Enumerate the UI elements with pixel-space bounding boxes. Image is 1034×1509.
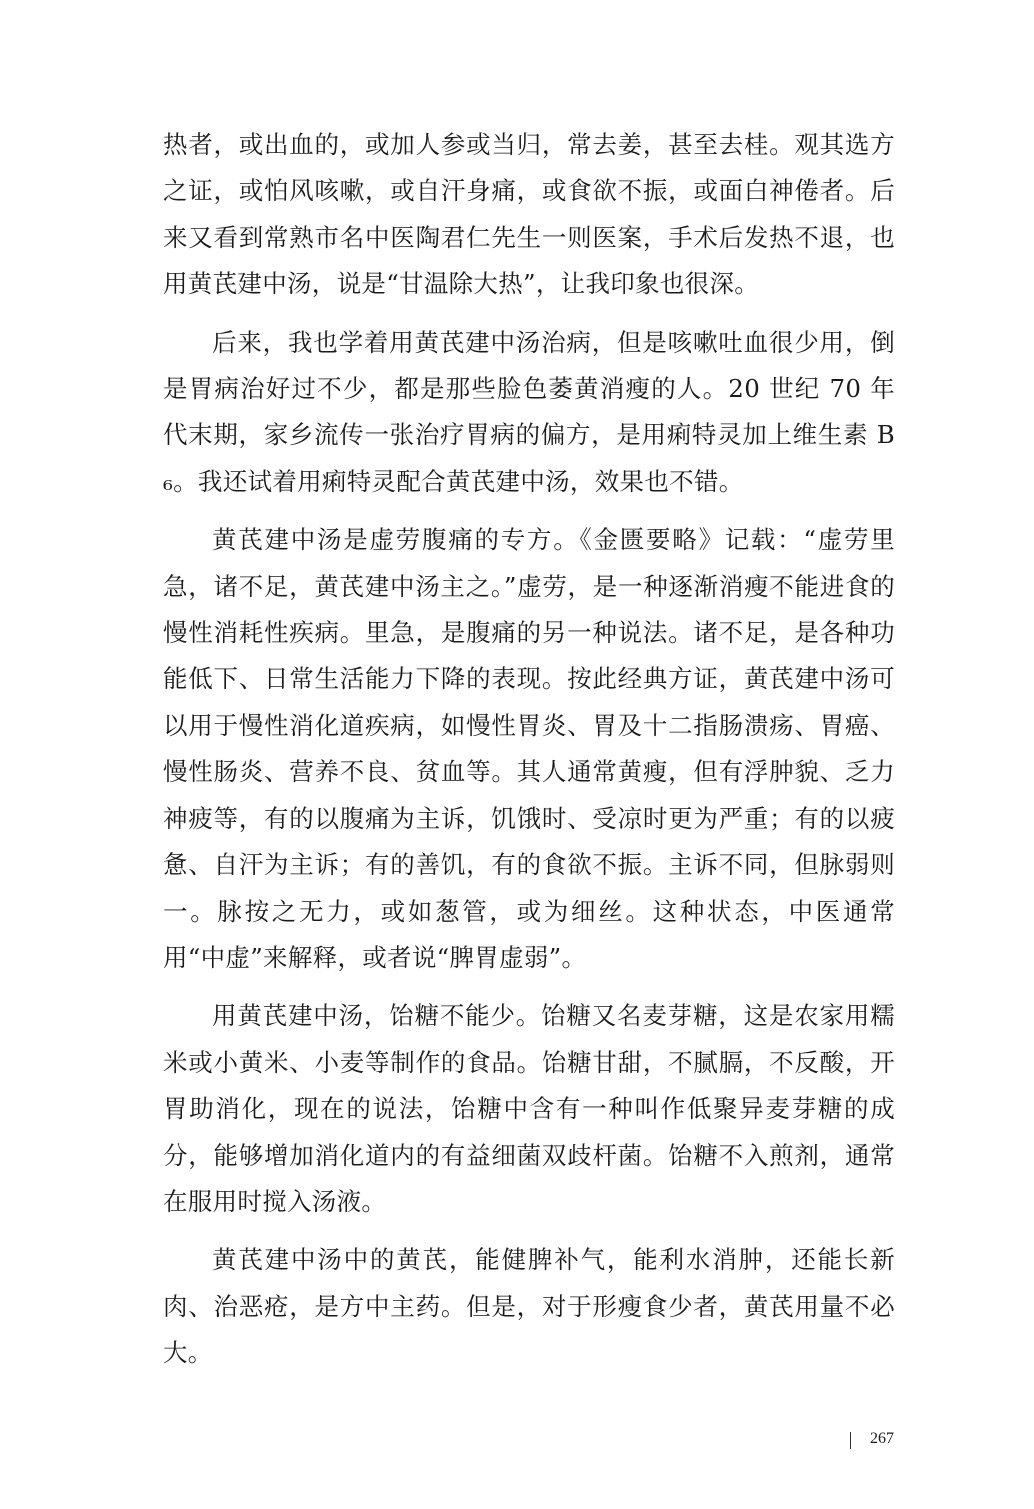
paragraph-gap — [163, 308, 895, 320]
paragraph-3: 黄芪建中汤是虚劳腹痛的专方。《金匮要略》记载：“虚劳里急，诸不足，黄芪建中汤主之。”虚劳，是一种逐渐消瘦不能进食的慢性消耗性疾病。里急，是腹痛的另一种说法。诸不足，是各种功能低下、日常生活能力下降的表现。按此经典方证，黄芪建中汤可以用于慢性消化道疾病，如慢性胃炎、胃及十二指肠溃疡、胃癌、慢性肠炎、营养不良、贫血等。其人通常黄瘦，但有浮肿貌、乏力神疲等，有的以腹痛为主诉，饥饿时、受凉时更为严重；有的以疲惫、自汗为主诉；有的善饥，有的食欲不振。主诉不同，但脉弱则一。脉按之无力，或如葱管，或为细丝。这种状态，中医通常用“中虚”来解释，或者说“脾胃虚弱”。 — [163, 525, 895, 972]
page-number: 267 — [870, 1430, 894, 1447]
paragraph-gap — [163, 981, 895, 993]
paragraph-gap — [163, 1225, 895, 1237]
paragraph-gap — [163, 505, 895, 517]
footer-divider — [850, 1432, 851, 1449]
paragraph-2: 后来，我也学着用黄芪建中汤治病，但是咳嗽吐血很少用，倒是胃病治好过不少，都是那些脸色萎黄消瘦的人。20 世纪 70 年代末期，家乡流传一张治疗胃病的偏方，是用痢特灵加上维生素 B₆。我还试着用痢特灵配合黄芪建中汤，效果也不错。 — [163, 327, 895, 496]
body-text — [163, 122, 895, 1377]
paragraph-4: 用黄芪建中汤，饴糖不能少。饴糖又名麦芽糖，这是农家用糯米或小黄米、小麦等制作的食品。饴糖甘甜，不腻膈，不反酸，开胃助消化，现在的说法，饴糖中含有一种叫作低聚异麦芽糖的成分，能够增加消化道内的有益细菌双歧杆菌。饴糖不入煎剂，通常在服用时搅入汤液。 — [163, 1001, 895, 1216]
paragraph-5: 黄芪建中汤中的黄芪，能健脾补气，能利水消肿，还能长新肉、治恶疮，是方中主药。但是，对于形瘦食少者，黄芪用量不必大。 — [163, 1245, 895, 1368]
paragraph-1: 热者，或出血的，或加人参或当归，常去姜，甚至去桂。观其选方之证，或怕风咳嗽，或自汗身痛，或食欲不振，或面白神倦者。后来又看到常熟市名中医陶君仁先生一则医案，手术后发热不退，也用黄芪建中汤，说是“甘温除大热”，让我印象也很深。 — [163, 130, 895, 299]
page-footer — [830, 1430, 900, 1456]
